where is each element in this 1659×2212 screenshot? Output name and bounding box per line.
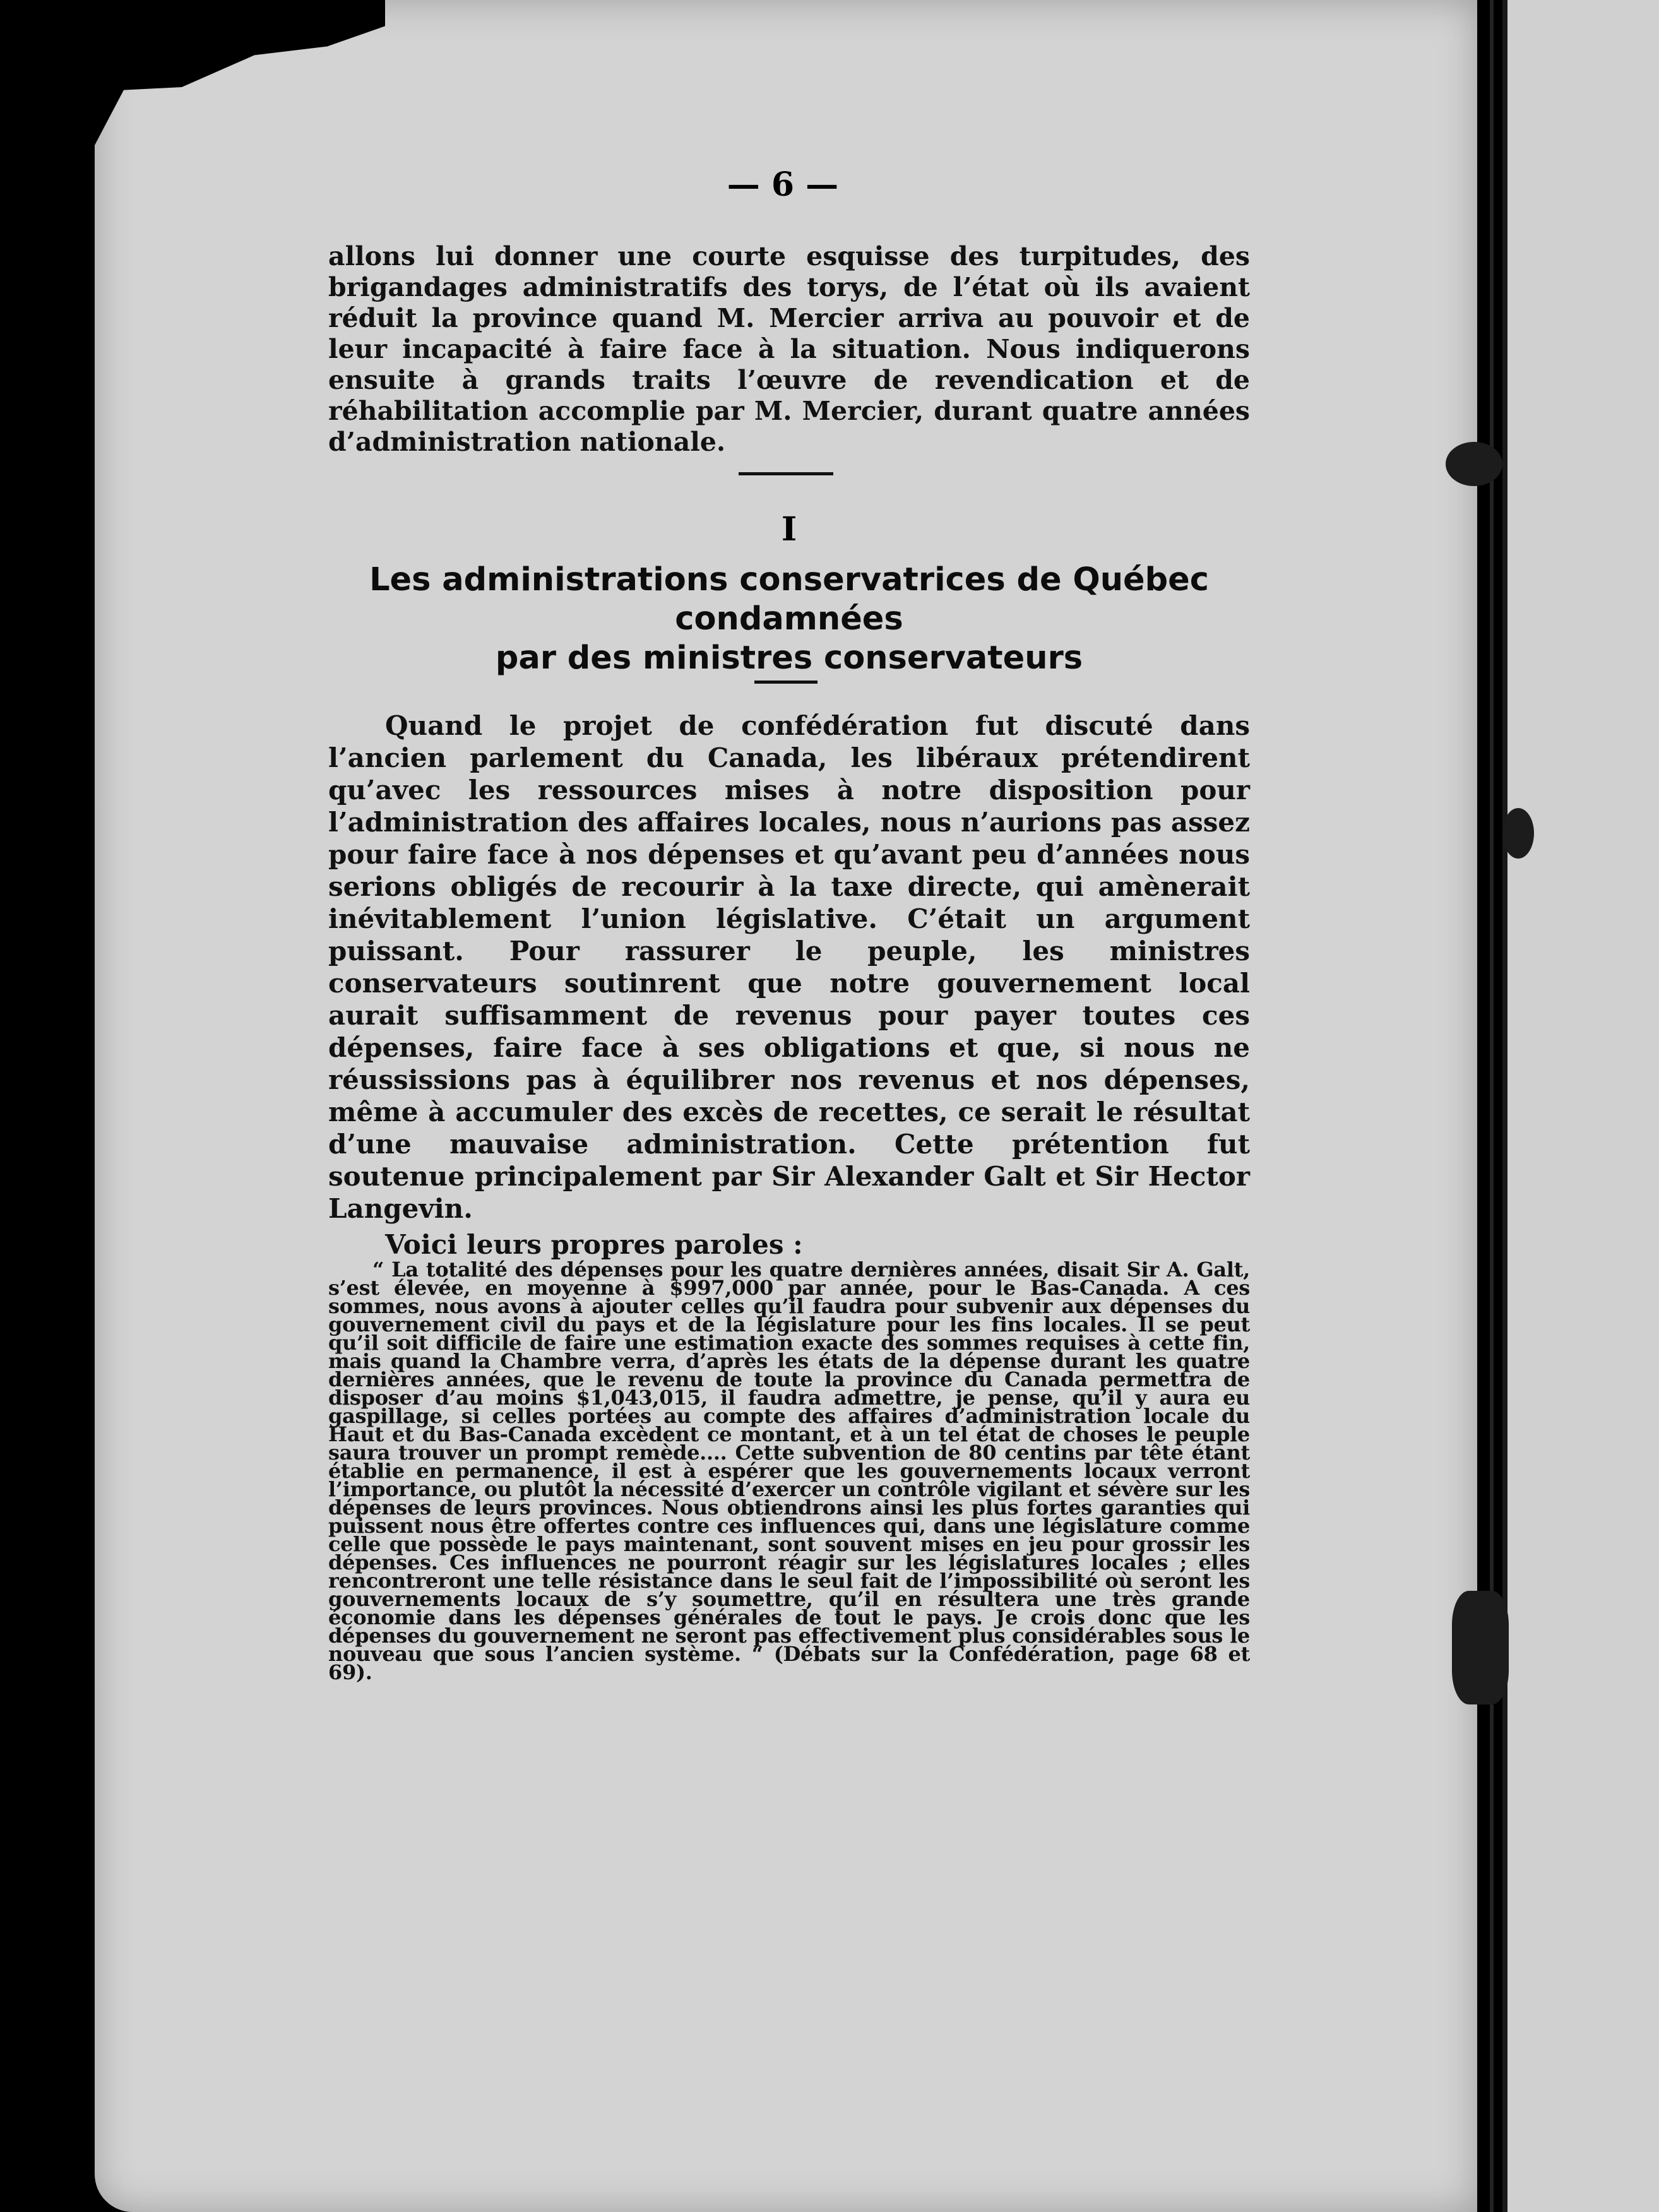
facing-page-edge — [1502, 0, 1659, 2212]
binding-stain — [1502, 808, 1534, 859]
section-number: I — [781, 510, 797, 549]
quotation-intro: Voici leurs propres paroles : — [385, 1229, 803, 1260]
page-number: — 6 — — [727, 165, 839, 204]
section-heading-line-2: par des ministres conservateurs — [495, 639, 1083, 677]
main-text-block — [328, 710, 1250, 1682]
binding-stain — [1446, 442, 1502, 486]
section-divider-bottom — [754, 681, 818, 684]
binding-edge — [1490, 0, 1494, 2212]
body-paragraph: Quand le projet de confédération fut discuté dans l’ancien parlement du Canada, les libéraux prétendirent qu’avec les ressources mises à notre disposition pour l’administration des affaires locales, nous n’aurions pas assez pour faire face à nos dépenses et qu’avant peu d’années nous serions obligés de recourir à la taxe directe, qui amènerait inévitablement l’union législative. C’était un argument puissant. Pour rassurer le peuple, les ministres conservateurs soutinrent que notre gouvernement local aurait suffisamment de revenus pour payer toutes ces dépenses, faire face à ses obligations et que, si nous ne réussissions pas à équilibrer nos revenus et nos dépenses, même à accumuler des excès de recettes, ce serait le résultat d’une mauvaise administration. Cette prétention fut soutenue principalement par Sir Alexander Galt et Sir Hector Langevin. — [328, 710, 1250, 1224]
binding-stain — [1452, 1591, 1509, 1704]
opening-paragraph-block — [328, 241, 1250, 458]
section-divider-top — [739, 472, 833, 475]
quotation-block: “ La totalité des dépenses pour les quatre dernières années, disait Sir A. Galt, s’est élevée, en moyenne à $997,000 par année, pour le Bas-Canada. A ces sommes, nous avons à ajouter celles qu’il faudra pour subvenir aux dépenses du gouvernement civil du pays et de la législature pour les fins locales. Il se peut qu’il soit difficile de faire une estimation exacte des sommes requises à cette fin, mais quand la Chambre verra, d’après les états de la dépense durant les quatre dernières années, que le revenu de toute la province du Canada permettra de disposer d’au moins $1,043,015, il faudra admettre, je pense, qu’il y aura eu gaspillage, si celles portées au compte des affaires d’administration locale du Haut et du Bas-Canada excèdent ce montant, et à un tel état de choses le peuple saura trouver un prompt remède.... Cette subvention de 80 centins par tête étant établie en permanence, il est à espérer que les gouvernements locaux verront l’importance, ou plutôt la nécessité d’exercer un contrôle vigilant et sévère sur les dépenses de leurs provinces. Nous obtiendrons ainsi les plus fortes garanties qui puissent nous être offertes contre ces influences qui, dans une législature comme celle que possède le pays maintenant, sont souvent mises en jeu pour grossir les dépenses. Ces influences ne pourront réagir sur les législatures locales ; elles rencontreront une telle résistance dans le seul fait de l’impossibilité où seront les gouvernements locaux de s’y soumettre, qu’il en résultera une très grande économie dans les dépenses générales de tout le pays. Je crois donc que les dépenses du gouvernement ne seront pas effectivement plus considérables sous le nouveau que sous l’ancien système. “ (Débats sur la Confédération, page 68 et 69). — [328, 1258, 1250, 1684]
section-heading-line-1: Les administrations conservatrices de Québec condamnées — [369, 561, 1209, 638]
opening-paragraph: allons lui donner une courte esquisse des turpitudes, des brigandages administratifs des torys, de l’état où ils avaient réduit la province quand M. Mercier arriva au pouvoir et de leur incapacité à faire face à la situation. Nous indiquerons ensuite à grands traits l’œuvre de revendication et de réhabilitation accomplie par M. Mercier, durant quatre années d’administration nationale. — [328, 241, 1250, 457]
section-heading — [303, 561, 1275, 678]
